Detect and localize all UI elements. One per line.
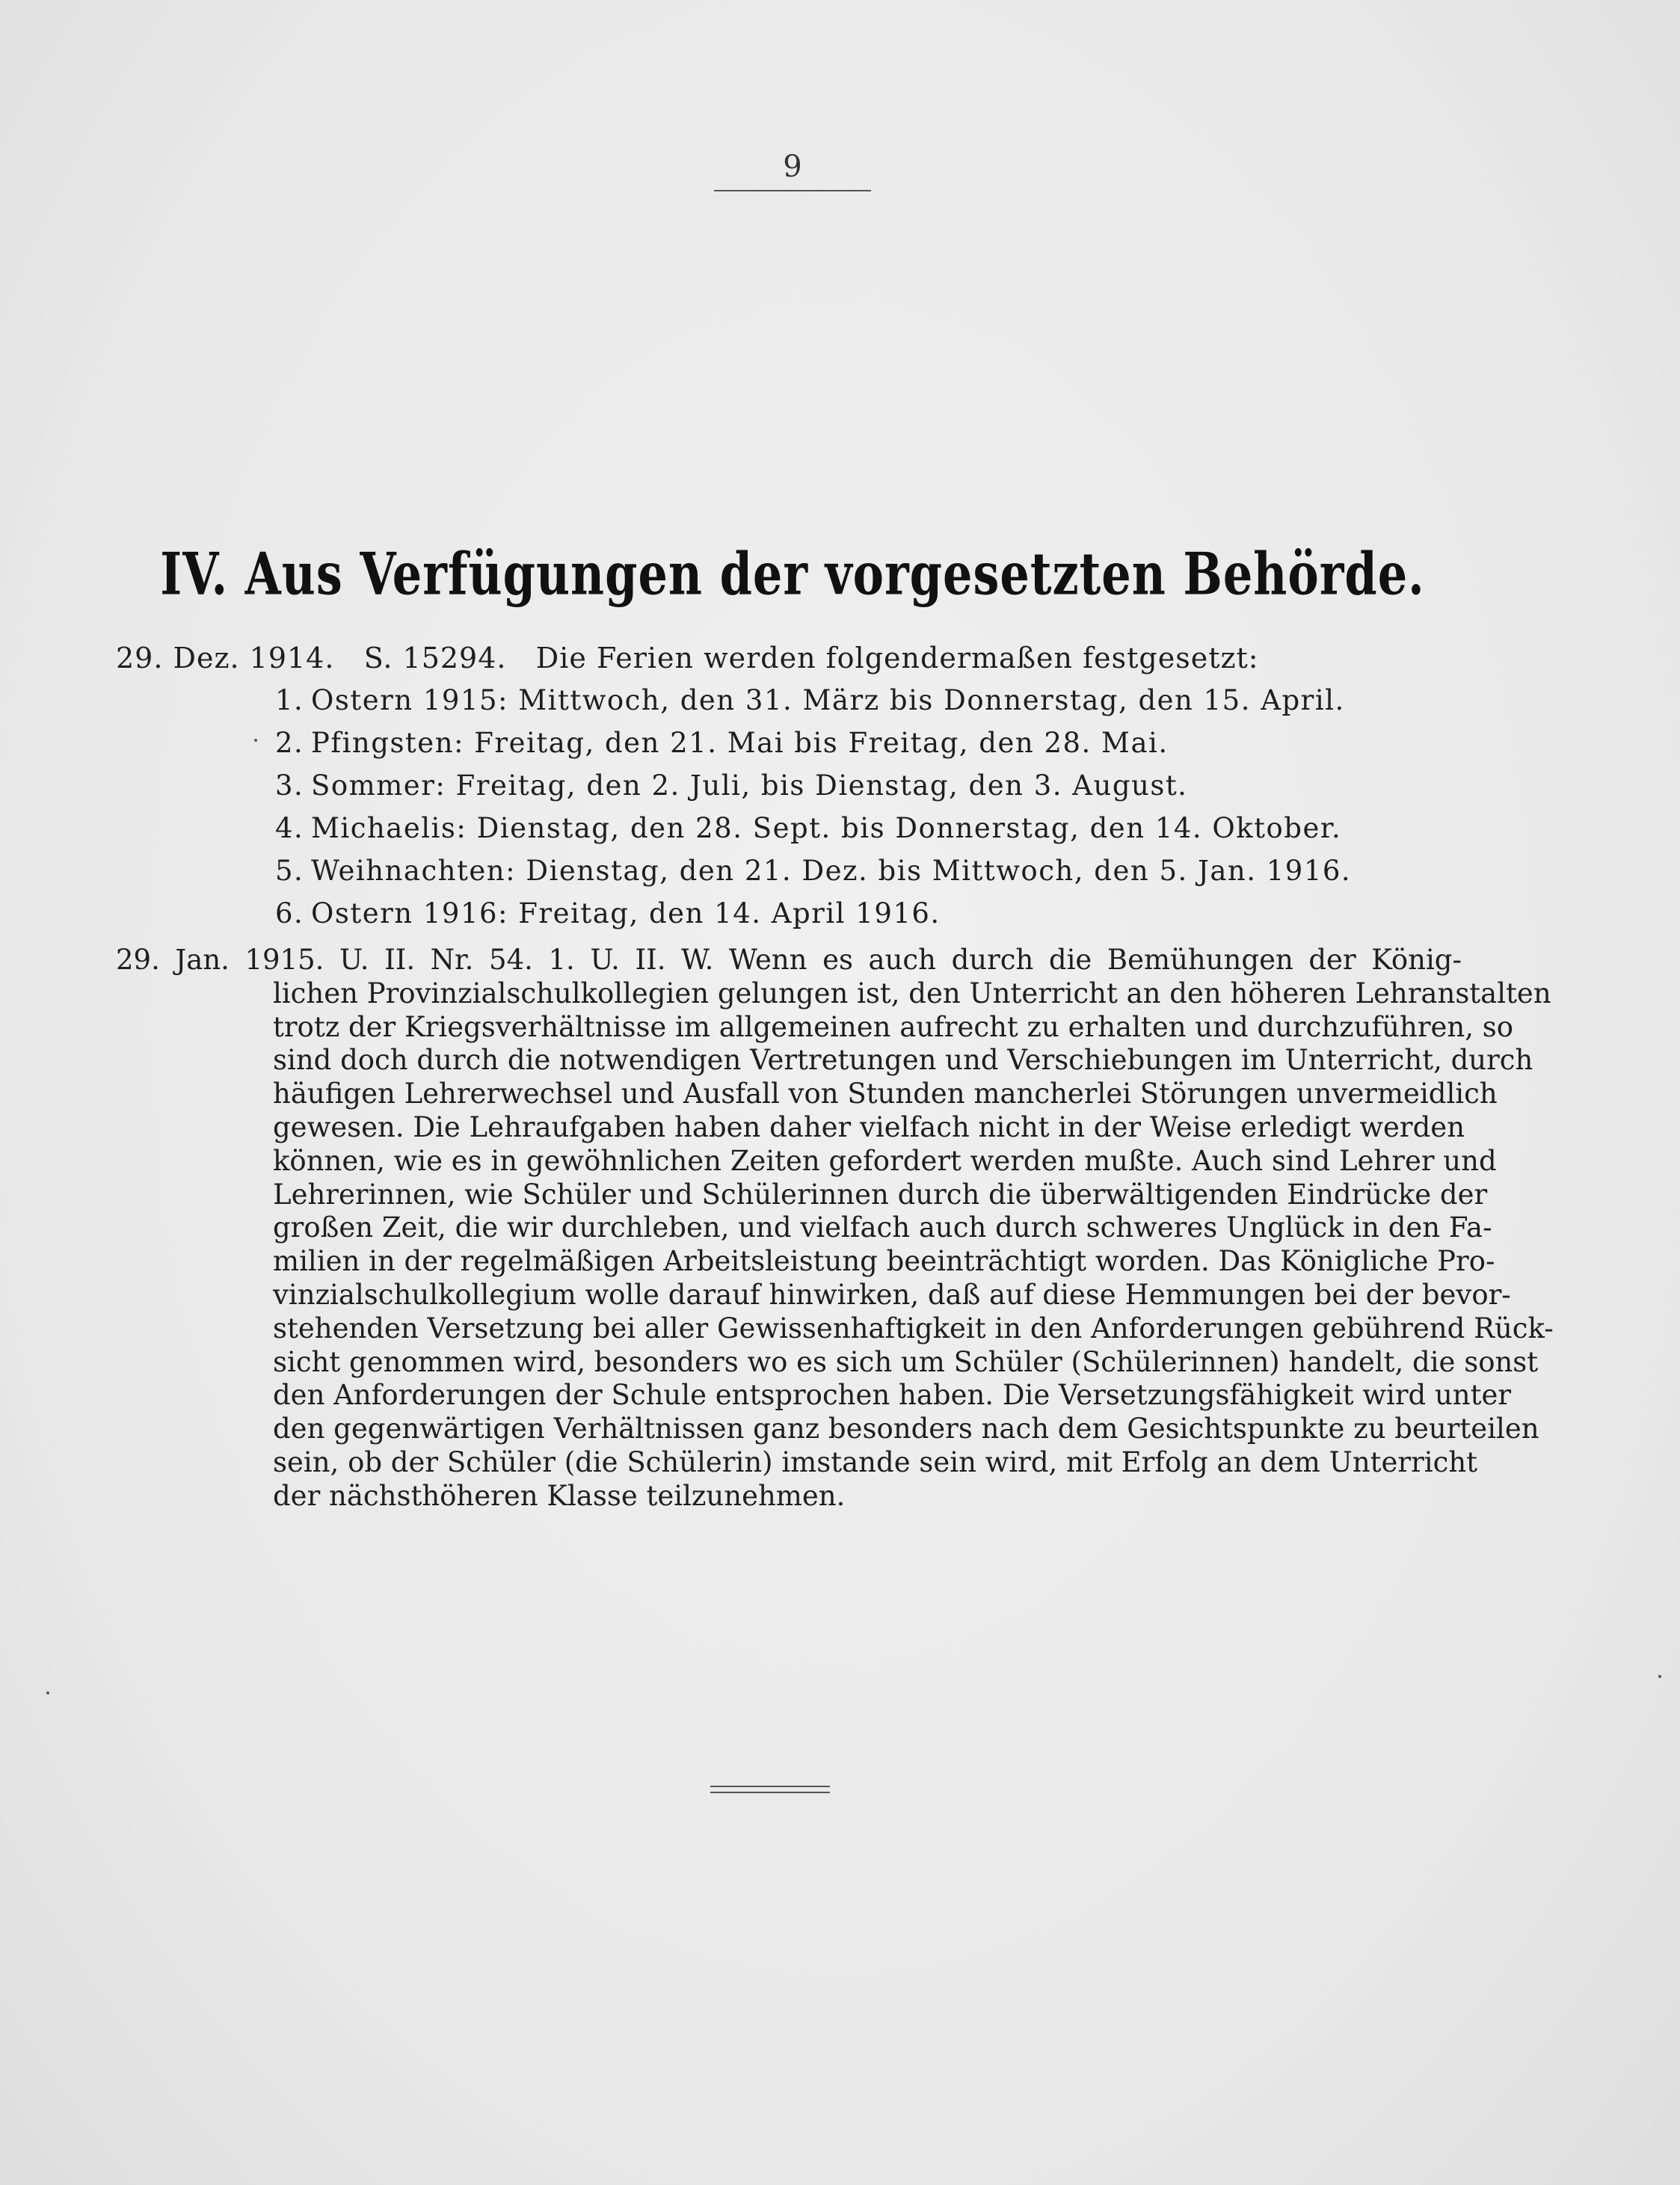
entry-1-ref: S. 15294. (363, 642, 507, 674)
paragraph-line: sein, ob der Schüler (die Schülerin) imstande sein wird, mit Erfolg an dem Unterricht (273, 1445, 1478, 1478)
holiday-item-number: 1. (275, 684, 304, 716)
holiday-item-text: Pfingsten: Freitag, den 21. Mai bis Freitag, den 28. Mai. (311, 727, 1169, 759)
holiday-item-text: Ostern 1916: Freitag, den 14. April 1916. (311, 897, 941, 929)
paragraph-line: lichen Provinzialschulkollegien gelungen ist, den Unterricht an den höheren Lehranstalten (273, 977, 1551, 1009)
holiday-item-text: Michaelis: Dienstag, den 28. Sept. bis Donnerstag, den 14. Oktober. (311, 812, 1342, 844)
paragraph-line: häufigen Lehrerwechsel und Ausfall von Stunden mancherlei Störungen unvermeidlich (273, 1078, 1498, 1110)
paragraph-line: der nächsthöheren Klasse teilzunehmen. (273, 1479, 846, 1512)
paragraph-line: trotz der Kriegsverhältnisse im allgemeinen aufrecht zu erhalten und durchzuführen, so (273, 1010, 1514, 1043)
holiday-item (275, 855, 1351, 887)
holiday-item-text: Sommer: Freitag, den 2. Juli, bis Dienstag, den 3. August. (311, 769, 1188, 802)
paper-speck (46, 1691, 49, 1694)
footer-rule (710, 1786, 830, 1787)
holiday-item-number: 3. (275, 769, 304, 802)
paragraph-line: sicht genommen wird, besonders wo es sich um Schüler (Schülerinnen) handelt, die sonst (273, 1345, 1539, 1378)
footer-rule (710, 1792, 830, 1793)
paragraph-line: 29. Jan. 1915. U. II. Nr. 54. 1. U. II. W. Wenn es auch durch die Bemühungen der König- (116, 944, 1462, 976)
page-number: 9 (783, 150, 802, 184)
holiday-item-number: 5. (275, 855, 304, 887)
holiday-item-number: 4. (275, 812, 304, 844)
header-rule (714, 190, 871, 191)
section-heading: IV. Aus Verfügungen der vorgesetzten Behörde. (160, 540, 1425, 609)
paragraph-line: sind doch durch die notwendigen Vertretungen und Verschiebungen im Unterricht, durch (273, 1044, 1533, 1077)
paragraph-line: den gegenwärtigen Verhältnissen ganz besonders nach dem Gesichtspunkte zu beurteilen (273, 1413, 1539, 1445)
entry-1-header (116, 642, 1259, 674)
holiday-item-number: 6. (275, 897, 304, 929)
holiday-item-number: 2. (275, 727, 304, 759)
paper-speck (254, 739, 257, 742)
holiday-item (275, 769, 1187, 802)
holiday-item (275, 684, 1345, 716)
paragraph-line: den Anforderungen der Schule entsprochen haben. Die Versetzungsfähigkeit wird unter (273, 1379, 1512, 1412)
entry-1-date: 29. Dez. 1914. (116, 642, 335, 674)
paragraph-line: gewesen. Die Lehraufgaben haben daher vielfach nicht in der Weise erledigt werden (273, 1110, 1465, 1143)
paragraph-line: stehenden Versetzung bei aller Gewissenhaftigkeit in den Anforderungen gebührend Rück- (273, 1312, 1554, 1345)
holiday-item-text: Weihnachten: Dienstag, den 21. Dez. bis Mittwoch, den 5. Jan. 1916. (311, 855, 1352, 887)
entry-1-text: Die Ferien werden folgendermaßen festgesetzt: (535, 642, 1259, 674)
paragraph-line: milien in der regelmäßigen Arbeitsleistung beeinträchtigt worden. Das Königliche Pro- (273, 1245, 1495, 1278)
holiday-item (275, 812, 1341, 844)
paragraph-line: können, wie es in gewöhnlichen Zeiten gefordert werden mußte. Auch sind Lehrer und (273, 1144, 1497, 1177)
holiday-item (275, 897, 941, 929)
paper-speck (1658, 1675, 1661, 1678)
holiday-item-text: Ostern 1915: Mittwoch, den 31. März bis Donnerstag, den 15. April. (311, 684, 1345, 716)
holiday-item (275, 727, 1169, 759)
paragraph-line: vinzialschulkollegium wolle darauf hinwirken, daß auf diese Hemmungen bei der bevor- (273, 1278, 1511, 1311)
paragraph-line: großen Zeit, die wir durchleben, und vielfach auch durch schweres Unglück in den Fa- (273, 1211, 1492, 1244)
paragraph-line: Lehrerinnen, wie Schüler und Schülerinnen durch die überwältigenden Eindrücke der (273, 1178, 1488, 1211)
entry-2-paragraph (116, 944, 1554, 1513)
